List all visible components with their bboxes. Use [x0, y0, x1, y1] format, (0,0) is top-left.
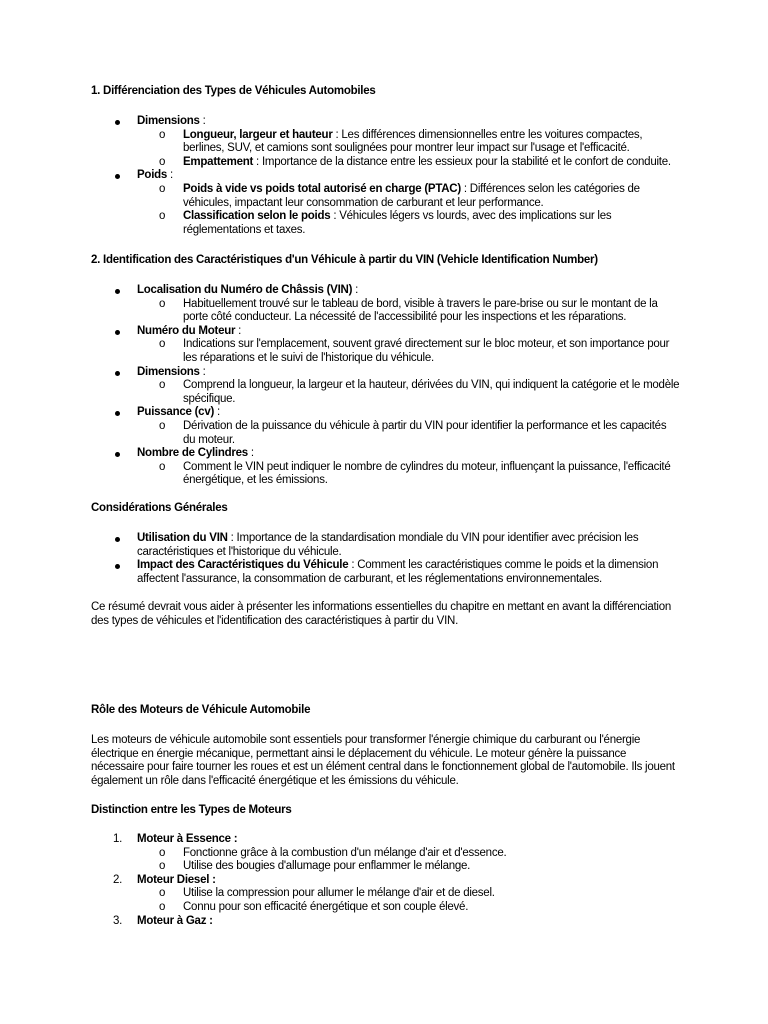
list-item: 2. Moteur Diesel : o Utilise la compression pour allumer le mélange d'air et de diesel. o Connu pour son efficacité énergétique et son couple élevé. — [91, 874, 681, 915]
list-item: Dimensions : o Longueur, largeur et hauteur : Les différences dimensionnelles entre les voitures compactes, berlines, SUV, et camions sont soulignées pour montrer leur impact sur l'usage et l'efficacité. o Empattement : Importance de la distance entre les essieux pour la stabilité et le confort de conduite. — [91, 115, 681, 169]
list-item: 1. Moteur à Essence : o Fonctionne grâce à la combustion d'un mélange d'air et d'essence. o Utilise des bougies d'allumage pour enflammer le mélange. — [91, 833, 681, 874]
item-label: Dimensions — [137, 115, 200, 127]
bullet-icon — [115, 411, 120, 416]
list-number: 2. — [113, 873, 123, 886]
list-item: Impact des Caractéristiques du Véhicule : Comment les caractéristiques comme le poids et la dimension affectent l'assurance, la consommation de carburant, et les réglementations environnementales. — [91, 559, 681, 586]
circle-bullet-icon: o — [159, 128, 166, 141]
section-3-title: Considérations Générales — [91, 502, 228, 514]
summary-paragraph: Ce résumé devrait vous aider à présenter les informations essentielles du chapitre en mettant en avant la différenciation des types de véhicules et l'identification des caractéristiques à partir du VIN. — [91, 601, 672, 627]
circle-bullet-icon: o — [159, 846, 166, 859]
circle-bullet-icon: o — [159, 900, 166, 913]
sublist-item: o Empattement : Importance de la distance entre les essieux pour la stabilité et le confort de conduite. — [159, 155, 671, 168]
section-5-list — [91, 833, 681, 928]
list-item: Dimensions : o Comprend la longueur, la largeur et la hauteur, dérivées du VIN, qui indiquent la catégorie et le modèle spécifique. — [91, 366, 681, 407]
circle-bullet-icon: o — [159, 379, 166, 392]
sublist — [137, 183, 681, 237]
sublist-item: o Poids à vide vs poids total autorisé en charge (PTAC) : Différences selon les catégories de véhicules, impactant leur consommation de carburant et leur performance. — [159, 182, 640, 209]
section-2-list — [91, 284, 681, 488]
bullet-icon — [115, 120, 120, 125]
circle-bullet-icon: o — [159, 887, 166, 900]
sublist — [137, 129, 681, 170]
bullet-icon — [115, 452, 120, 457]
sublist-item: o Comprend la longueur, la largeur et la hauteur, dérivées du VIN, qui indiquent la catégorie et le modèle spécifique. — [159, 379, 680, 405]
section-5-title: Distinction entre les Types de Moteurs — [91, 804, 292, 816]
section-4-body: Les moteurs de véhicule automobile sont essentiels pour transformer l'énergie chimique du carburant ou l'énergie électrique en énergie mécanique, permettant ainsi le déplacement du véhicule. Le moteur génère la puissance nécessaire pour faire tourner les roues et est un élément central dans le fonctionnement global de l'automobile. Ils jouent également un rôle dans l'efficacité énergétique et les émissions du véhicule. — [91, 734, 675, 787]
sublist — [137, 379, 681, 406]
bullet-icon — [115, 537, 120, 542]
list-item: Nombre de Cylindres : o Comment le VIN peut indiquer le nombre de cylindres du moteur, influençant la puissance, l'efficacité énergétique, et les émissions. — [91, 447, 681, 488]
sublist-item: o Dérivation de la puissance du véhicule à partir du VIN pour identifier la performance et les capacités du moteur. — [159, 419, 667, 446]
sublist — [137, 461, 681, 488]
sublist — [137, 887, 681, 914]
sublist-item: o Habituellement trouvé sur le tableau de bord, visible à travers le pare-brise ou sur le montant de la porte côté conducteur. La nécessité de l'accessibilité pour les inspections et les réparations. — [159, 297, 658, 324]
bullet-icon — [115, 289, 120, 294]
section-2-title: 2. Identification des Caractéristiques d'un Véhicule à partir du VIN (Vehicle Identification Number) — [91, 254, 598, 266]
list-item: Poids : o Poids à vide vs poids total autorisé en charge (PTAC) : Différences selon les catégories de véhicules, impactant leur consommation de carburant et leur performance. o Classification selon le poids : Véhicules légers vs lourds, avec des implications sur les réglementations et taxes. — [91, 169, 681, 237]
bullet-icon — [115, 371, 120, 376]
sublist-item: o Fonctionne grâce à la combustion d'un mélange d'air et d'essence. — [159, 846, 507, 859]
bullet-icon — [115, 330, 120, 335]
circle-bullet-icon: o — [159, 155, 166, 168]
section-3-list — [91, 532, 681, 586]
circle-bullet-icon: o — [159, 297, 166, 310]
sublist — [137, 298, 681, 325]
section-1-title: 1. Différenciation des Types de Véhicules Automobiles — [91, 85, 376, 97]
list-item: Numéro du Moteur : o Indications sur l'emplacement, souvent gravé directement sur le bloc moteur, et son importance pour les réparations et le suivi de l'historique du véhicule. — [91, 325, 681, 366]
sublist-item: o Classification selon le poids : Véhicules légers vs lourds, avec des implications sur les réglementations et taxes. — [159, 210, 612, 236]
sublist-item: o Indications sur l'emplacement, souvent gravé directement sur le bloc moteur, et son importance pour les réparations et le suivi de l'historique du véhicule. — [159, 338, 670, 364]
section-1-list — [91, 115, 681, 237]
sublist — [137, 847, 681, 874]
sublist-item: o Comment le VIN peut indiquer le nombre de cylindres du moteur, influençant la puissance, l'efficacité énergétique, et les émissions. — [159, 460, 671, 487]
list-item: 3. Moteur à Gaz : — [113, 914, 213, 927]
section-4-title: Rôle des Moteurs de Véhicule Automobile — [91, 704, 311, 716]
sublist-item: o Connu pour son efficacité énergétique et son couple élevé. — [159, 900, 469, 913]
circle-bullet-icon: o — [159, 419, 166, 432]
list-number: 1. — [113, 833, 123, 845]
sublist — [137, 420, 681, 447]
sublist-item: o Utilise des bougies d'allumage pour enflammer le mélange. — [159, 860, 471, 873]
bullet-icon — [115, 174, 120, 179]
item-label: Poids — [137, 169, 168, 182]
list-item: Puissance (cv) : o Dérivation de la puissance du véhicule à partir du VIN pour identifier la performance et les capacités du moteur. — [91, 406, 681, 447]
sublist-item: o Utilise la compression pour allumer le mélange d'air et de diesel. — [159, 887, 495, 900]
circle-bullet-icon: o — [159, 460, 166, 473]
list-item: Localisation du Numéro de Châssis (VIN) : o Habituellement trouvé sur le tableau de bord, visible à travers le pare-brise ou sur le montant de la porte côté conducteur. La nécessité de l'accessibilité pour les inspections et les réparations. — [91, 284, 681, 325]
list-item: Utilisation du VIN : Importance de la standardisation mondiale du VIN pour identifier avec précision les caractéristiques et l'historique du véhicule. — [91, 532, 681, 559]
list-number: 3. — [113, 914, 123, 927]
sublist-item: o Longueur, largeur et hauteur : Les différences dimensionnelles entre les voitures compactes, berlines, SUV, et camions sont soulignées pour montrer leur impact sur l'usage et l'efficacité. — [159, 128, 643, 155]
sublist — [137, 338, 681, 365]
circle-bullet-icon: o — [159, 860, 166, 873]
circle-bullet-icon: o — [159, 338, 166, 351]
circle-bullet-icon: o — [159, 210, 166, 223]
bullet-icon — [115, 564, 120, 569]
circle-bullet-icon: o — [159, 182, 166, 195]
